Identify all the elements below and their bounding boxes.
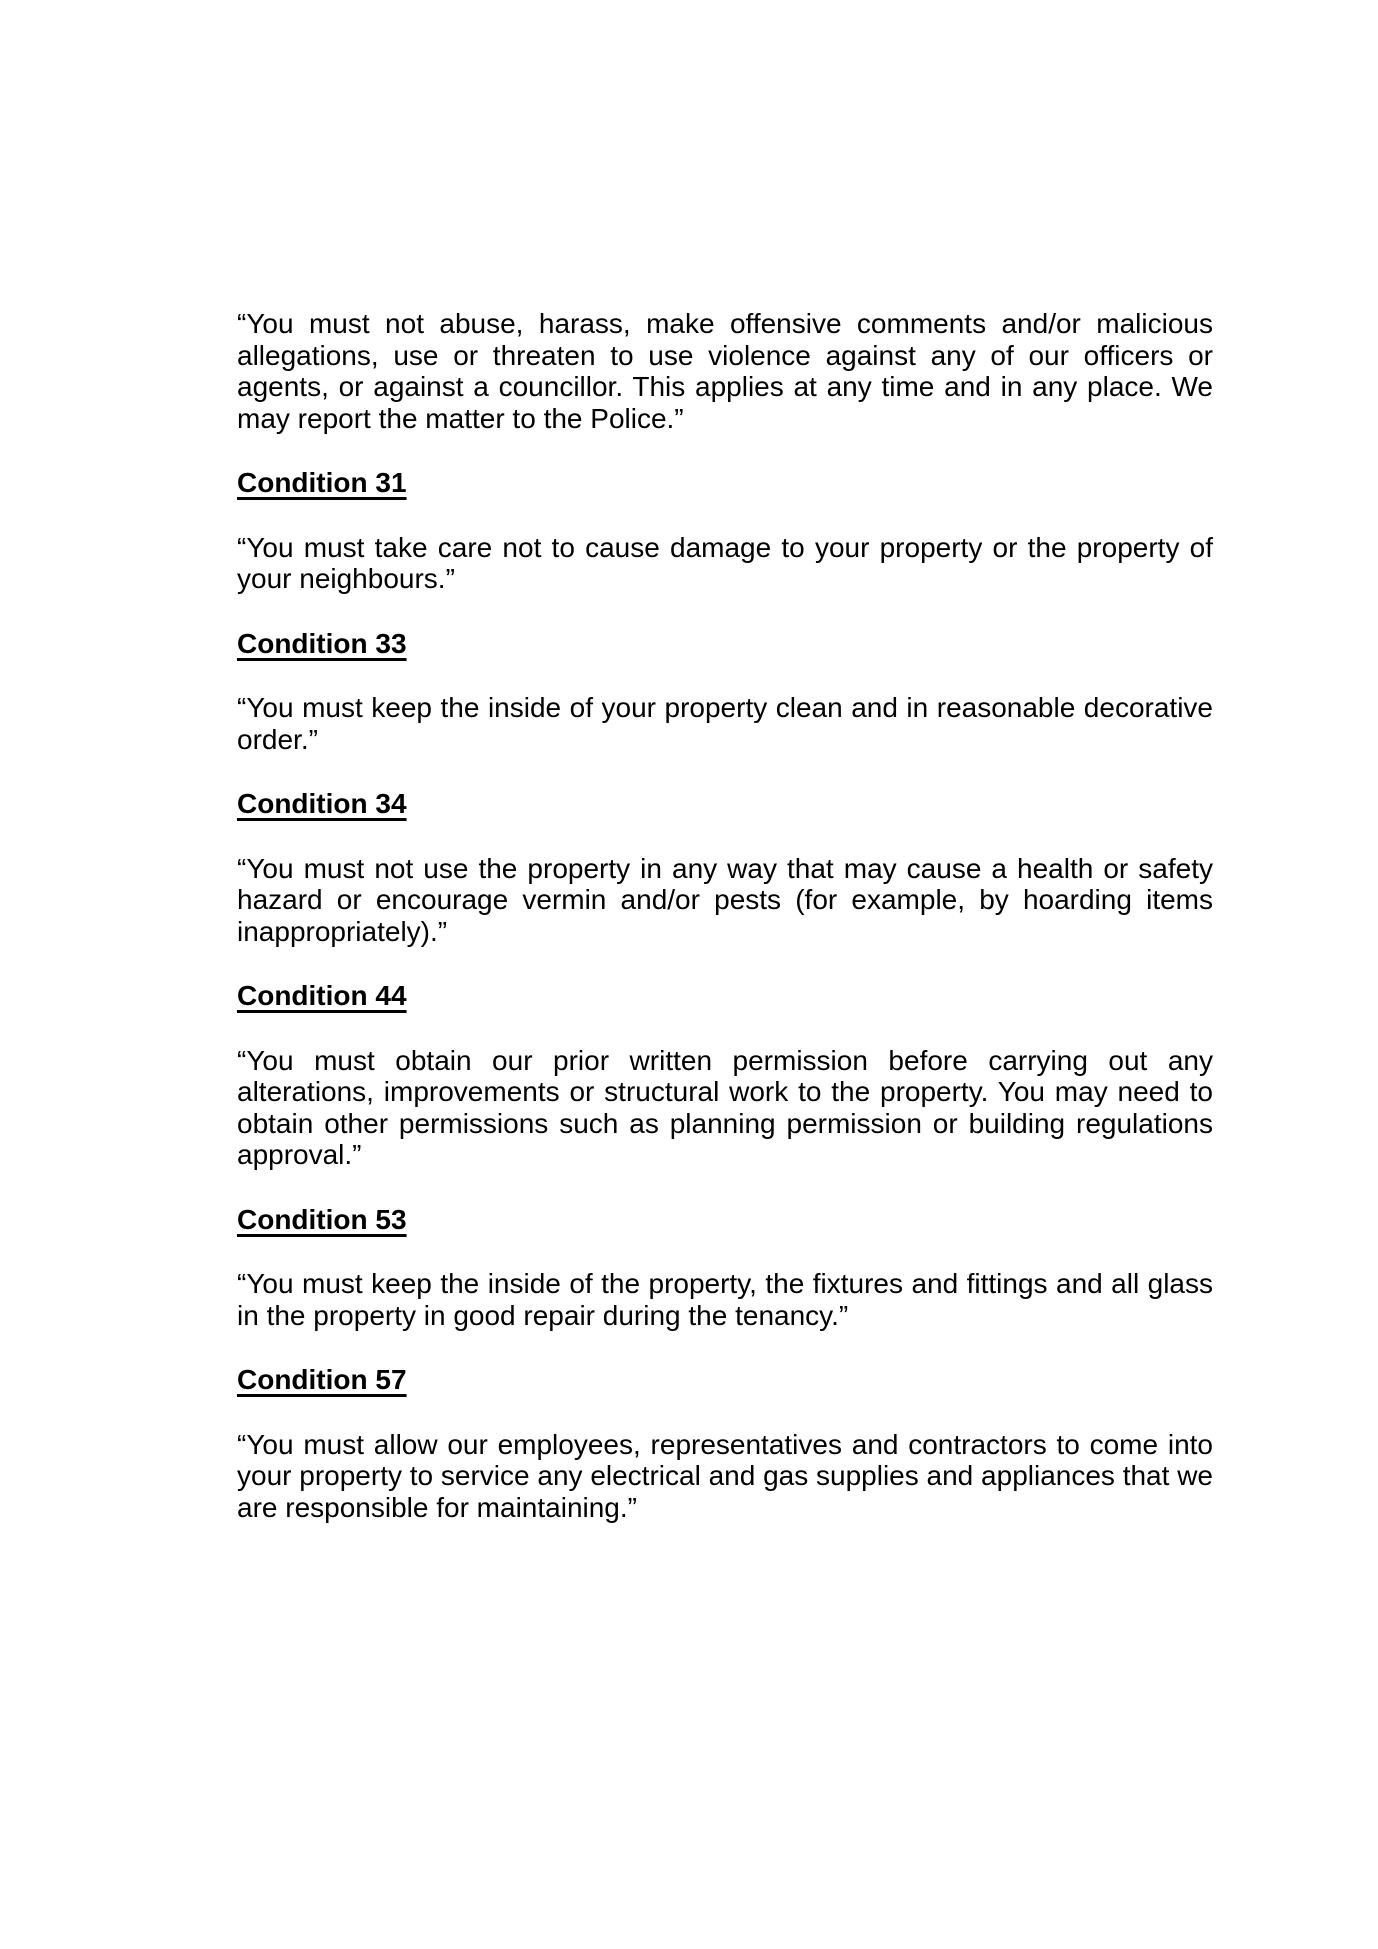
condition-34-paragraph: “You must not use the property in any way that may cause a health or safety hazard or encourage vermin and/or pests (for example, by hoarding items inappropriately).” [237, 852, 1213, 947]
condition-44-heading: Condition 44 [237, 980, 407, 1011]
condition-31-heading: Condition 31 [237, 467, 407, 498]
condition-57-paragraph: “You must allow our employees, representatives and contractors to come into your property to service any electrical and gas supplies and appliances that we are responsible for maintaining.” [237, 1428, 1213, 1523]
condition-44-paragraph: “You must obtain our prior written permission before carrying out any alterations, improvements or structural work to the property. You may need to obtain other permissions such as planning permission or building regulations approval.” [237, 1044, 1213, 1170]
condition-31-paragraph: “You must take care not to cause damage to your property or the property of your neighbours.” [237, 531, 1213, 594]
condition-33-heading: Condition 33 [237, 627, 407, 659]
condition-57-heading: Condition 57 [237, 1364, 407, 1395]
condition-53-paragraph: “You must keep the inside of the property, the fixtures and fittings and all glass in the property in good repair during the tenancy.” [237, 1268, 1213, 1331]
condition-53-heading: Condition 53 [237, 1203, 407, 1235]
condition-33-paragraph: “You must keep the inside of your property clean and in reasonable decorative order.” [237, 692, 1213, 755]
document-content [237, 308, 1213, 1556]
condition-34-heading: Condition 34 [237, 788, 407, 819]
intro-paragraph: “You must not abuse, harass, make offensive comments and/or malicious allegations, use or threaten to use violence against any of our officers or agents, or against a councillor. This applies at any time and in any place. We may report the matter to the Police.” [237, 308, 1213, 434]
